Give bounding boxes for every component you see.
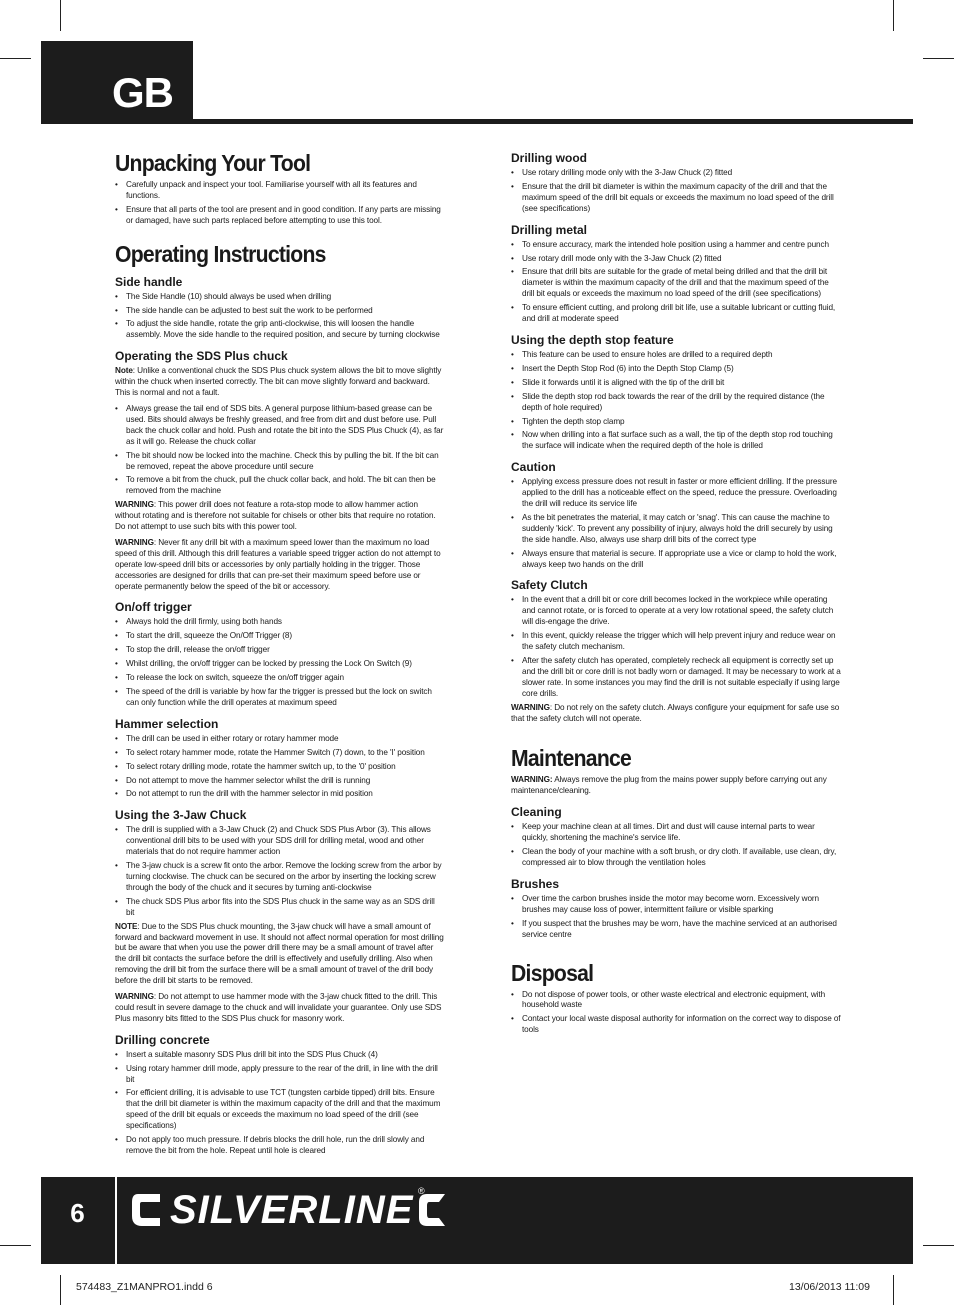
unpacking-title: Unpacking Your Tool	[115, 150, 311, 176]
disposal-list	[511, 990, 841, 1037]
list-item: • The side handle can be adjusted to best suit the work to be performed	[115, 306, 445, 317]
spacer	[511, 944, 841, 960]
list-item: • To stop the drill, release the on/off trigger	[115, 645, 445, 656]
list-item: • To adjust the side handle, rotate the grip anti-clockwise, this will loosen the handle assembly. Move the side handle to the required position, and secure by turning clockwise	[115, 319, 445, 341]
file-slug: 574483_Z1MANPRO1.indd 6	[76, 1281, 213, 1293]
page-number: 6	[70, 1198, 85, 1228]
sds-chuck-list	[115, 404, 445, 497]
list-item: • The Side Handle (10) should always be used when drilling	[115, 292, 445, 303]
warning-label: WARNING	[115, 500, 154, 510]
safety-clutch-heading: Safety Clutch	[511, 578, 588, 593]
registered-mark: ®	[418, 1186, 425, 1196]
list-item: • Always hold the drill firmly, using both hands	[115, 617, 445, 628]
warning-text: : Never fit any drill bit with a maximum speed lower than the maximum no load speed of this drill. Although this drill features a variable speed trigger action do not attempt to operate low-speed drill bits or accessories by only partially holding in the trigger. Those accessories are designed for drills that can pre-set their maximum speed before use or operate permanently below the speed of the bit or accessory.	[115, 537, 441, 591]
list-item: • Clean the body of your machine with a soft brush, or dry cloth. If available, use clean, dry, compressed air to blow through the ventilation holes	[511, 847, 841, 869]
list-item: • As the bit penetrates the material, it may catch or 'snag'. This can cause the machine to suddenly 'kick'. To prevent any possibility of injury, always hold the drill securely by using the side handle. Also, always use sharp drill bits of the correct type	[511, 513, 841, 546]
list-item: • To select rotary drilling mode, rotate the hammer switch up, to the '0' position	[115, 762, 445, 773]
maintenance-warning	[511, 775, 841, 797]
list-item: • Keep your machine clean at all times. Dirt and dust will cause internal parts to wear quickly, shortening the machine's service life.	[511, 822, 841, 844]
note-text: : Due to the SDS Plus chuck mounting, the 3-jaw chuck will have a small amount of forward and backward movement in use. It should not affect normal operation for most drilling but be aware that when you use the power drill there may be a small amount of travel after the drill bit contacts the surface before the drill is effectively and usefully drilling. Also when removing the drill bit from the surface there will be a small amount of travel of the drill body before the drill bit starts to be removed.	[115, 921, 444, 986]
unpacking-list	[115, 180, 445, 227]
on-off-heading: On/off trigger	[115, 600, 192, 615]
list-item: • Use rotary drilling mode only with the 3-Jaw Chuck (2) fitted	[511, 168, 841, 179]
list-item: • Do not attempt to run the drill with the hammer selector in mid position	[115, 789, 445, 800]
hammer-list	[115, 734, 445, 801]
language-tab: GB	[41, 41, 193, 123]
caution-list	[511, 477, 841, 570]
crop-mark	[923, 58, 954, 59]
right-column	[511, 150, 841, 1039]
list-item: • Tighten the depth stop clamp	[511, 417, 841, 428]
list-item: • Insert the Depth Stop Rod (6) into the Depth Stop Clamp (5)	[511, 364, 841, 375]
wood-heading: Drilling wood	[511, 151, 587, 165]
crop-mark	[60, 0, 61, 31]
sds-chuck-heading: Operating the SDS Plus chuck	[115, 349, 288, 364]
three-jaw-heading: Using the 3-Jaw Chuck	[115, 808, 247, 823]
list-item: • Using rotary hammer drill mode, apply pressure to the rear of the drill, in line with the drill bit	[115, 1064, 445, 1086]
spacer	[511, 729, 841, 745]
depth-stop-heading: Using the depth stop feature	[511, 332, 674, 347]
list-item: • The speed of the drill is variable by how far the trigger is pressed but the lock on switch can only function while the drill operates at maximum speed	[115, 687, 445, 709]
list-item: • Always grease the tail end of SDS bits. A general purpose lithium-based grease can be used. Bits should always be freshly greased, and free from dirt and dust before use. Pull back the chuck collar and hold. Push and rotate the bit into the SDS Plus Chuck (4), as far as it will go. Release the chuck collar	[115, 404, 445, 448]
list-item: • For efficient drilling, it is advisable to use TCT (tungsten carbide tipped) drill bits. Ensure that the drill bit diameter is within the maximum capacity of the drill and that the maximum speed of the drill bit equals or exceeds the maximum no load speed of the drill (see specifications)	[115, 1088, 445, 1132]
list-item: • This feature can be used to ensure holes are drilled to a required depth	[511, 350, 841, 361]
crop-mark	[60, 1275, 61, 1305]
list-item: • After the safety clutch has operated, completely recheck all equipment is correctly set up and the drill bit or core drill is not badly worn or damaged. It may be necessary to work at a slower rate. In some instances you may find the drill is not suitable especially if using large core drills.	[511, 656, 841, 700]
list-item: • In this event, quickly release the trigger which will help prevent injury and reduce wear on the safety clutch mechanism.	[511, 631, 841, 653]
list-item: • Carefully unpack and inspect your tool. Familiarise yourself with all its features and functions.	[115, 180, 445, 202]
list-item: • To remove a bit from the chuck, pull the chuck collar back, and hold. The bit can then be removed from the machine	[115, 475, 445, 497]
note-text: : Unlike a conventional chuck the SDS Plus chuck system allows the bit to move slightly within the chuck when inserted correctly. The bit can move slightly forward and backward. This is normal and not a fault.	[115, 366, 442, 398]
date-slug: 13/06/2013 11:09	[789, 1281, 870, 1293]
list-item: • Do not attempt to move the hammer selector whilst the drill is running	[115, 776, 445, 787]
safety-clutch-warning	[511, 703, 841, 725]
side-handle-list	[115, 292, 445, 342]
list-item: • Do not dispose of power tools, or other waste electrical and electronic equipment, with household waste	[511, 990, 841, 1012]
crop-mark	[923, 1245, 954, 1246]
list-item: • Do not apply too much pressure. If debris blocks the drill hole, run the drill slowly and remove the bit from the hole. Repeat until hole is cleared	[115, 1135, 445, 1157]
list-item: • In the event that a drill bit or core drill becomes locked in the workpiece while operating and cannot rotate, or is forced to operate at a very low rotational speed, the safety clutch will dis-engage the drive.	[511, 595, 841, 628]
maintenance-title: Maintenance	[511, 745, 632, 772]
note-label: NOTE	[115, 921, 138, 931]
warning-text: : Do not rely on the safety clutch. Always configure your equipment for safe use so that the safety clutch will not operate.	[511, 702, 840, 723]
cleaning-list	[511, 822, 841, 869]
metal-list	[511, 240, 841, 325]
caution-heading: Caution	[511, 460, 556, 475]
list-item: • To start the drill, squeeze the On/Off Trigger (8)	[115, 631, 445, 642]
list-item: • Ensure that the drill bit diameter is within the maximum capacity of the drill and that the maximum speed of the drill bit equals or exceeds the maximum no load speed of the drill (see specifications)	[511, 182, 841, 215]
three-jaw-warning	[115, 992, 445, 1025]
list-item: • Applying excess pressure does not result in faster or more efficient drilling. If the pressure applied to the drill has a noticeable effect on the speed, reduce the pressure. Overloading the drill will reduce its service life	[511, 477, 841, 510]
list-item: • To ensure efficient cutting, and prolong drill bit life, use a suitable lubricant or cutting fluid, and drill at moderate speed	[511, 303, 841, 325]
wood-list	[511, 168, 841, 215]
depth-stop-list	[511, 350, 841, 452]
safety-clutch-list	[511, 595, 841, 699]
warning-label: WARNING	[115, 992, 154, 1002]
list-item: • The drill is supplied with a 3-Jaw Chuck (2) and Chuck SDS Plus Arbor (3). This allows conventional drill bits to be used with your SDS drill for drilling metal, wood and other materials that do not require hammer action	[115, 825, 445, 858]
list-item: • To select rotary hammer mode, rotate the Hammer Switch (7) down, to the 'I' position	[115, 748, 445, 759]
list-item: • Over time the carbon brushes inside the motor may become worn. Excessively worn brushes may cause loss of power, intermittent failure or visible sparking	[511, 894, 841, 916]
list-item: • The chuck SDS Plus arbor fits into the SDS Plus chuck in the same way as an SDS drill bit	[115, 897, 445, 919]
warning-rota-stop	[115, 500, 445, 533]
hammer-heading: Hammer selection	[115, 716, 219, 731]
warning-bit-speed	[115, 538, 445, 593]
crop-mark	[893, 0, 894, 31]
disposal-title: Disposal	[511, 959, 594, 986]
note-label: Note	[115, 366, 133, 376]
sds-note	[115, 366, 445, 399]
list-item: • Whilst drilling, the on/off trigger can be locked by pressing the Lock On Switch (9)	[115, 659, 445, 670]
brushes-heading: Brushes	[511, 876, 560, 891]
logo-text: SILVERLINE	[170, 1187, 414, 1232]
cleaning-heading: Cleaning	[511, 805, 562, 820]
list-item: • To ensure accuracy, mark the intended hole position using a hammer and centre punch	[511, 240, 841, 251]
list-item: • Slide the depth stop rod back towards the rear of the drill by the required distance (the depth of hole required)	[511, 392, 841, 414]
three-jaw-note	[115, 922, 445, 987]
side-handle-heading: Side handle	[115, 274, 183, 289]
list-item: • The 3-jaw chuck is a screw fit onto the arbor. Remove the locking screw from the arbor by turning clockwise. The chuck can be secured on the arbor by inserting the locking screw through the body of the chuck and it secures by turning anti-clockwise	[115, 861, 445, 894]
warning-label: WARNING	[511, 702, 550, 712]
logo-spanner-left-icon	[130, 1190, 166, 1230]
list-item: • Always ensure that material is secure. If appropriate use a vice or clamp to hold the work, always keep two hands on the drill	[511, 549, 841, 571]
concrete-list	[115, 1050, 445, 1157]
list-item: • The drill can be used in either rotary or rotary hammer mode	[115, 734, 445, 745]
concrete-heading: Drilling concrete	[115, 1032, 210, 1047]
operating-title: Operating Instructions	[115, 240, 326, 267]
list-item: • Ensure that all parts of the tool are present and in good condition. If any parts are missing or damaged, have such parts replaced before attempting to use this tool.	[115, 205, 445, 227]
crop-mark	[0, 1245, 31, 1246]
list-item: • Slide it forwards until it is aligned with the tip of the drill bit	[511, 378, 841, 389]
crop-mark	[893, 1275, 894, 1305]
left-column	[115, 150, 445, 1160]
header-rule	[41, 119, 913, 124]
operating-section	[115, 241, 445, 1157]
list-item: • To release the lock on switch, squeeze the on/off trigger again	[115, 673, 445, 684]
unpacking-section	[115, 150, 445, 227]
warning-text: : This power drill does not feature a rota-stop mode to allow hammer action without rotating and is therefore not suitable for chisels or other bits that require no rotation. Do not attempt to use such bits with this power tool.	[115, 500, 436, 532]
list-item: • If you suspect that the brushes may be worn, have the machine serviced at an authorised service centre	[511, 919, 841, 941]
list-item: • The bit should now be locked into the machine. Check this by pulling the bit. If the bit can be removed, repeat the above procedure until secure	[115, 451, 445, 473]
list-item: • Insert a suitable masonry SDS Plus drill bit into the SDS Plus Chuck (4)	[115, 1050, 445, 1061]
list-item: • Use rotary drill mode only with the 3-Jaw Chuck (2) fitted	[511, 254, 841, 265]
warning-text: Always remove the plug from the mains power supply before carrying out any maintenance/cleaning.	[511, 775, 827, 796]
list-item: • Now when drilling into a flat surface such as a wall, the tip of the depth stop rod touching the surface will indicate when the required depth of the hole is drilled	[511, 430, 841, 452]
warning-text: : Do not attempt to use hammer mode with the 3-jaw chuck fitted to the drill. This could result in severe damage to the chuck and will invalidate your guarantee. Only use SDS Plus masonry bits fitted to the SDS Plus chuck for masonry work.	[115, 992, 442, 1023]
brushes-list	[511, 894, 841, 941]
on-off-list	[115, 617, 445, 708]
silverline-logo	[130, 1185, 451, 1235]
three-jaw-list	[115, 825, 445, 918]
warning-label: WARNING:	[511, 775, 553, 785]
list-item: • Ensure that drill bits are suitable for the grade of metal being drilled and that the drill bit diameter is within the maximum capacity of the drill and that the maximum speed of the drill bit equals or exceeds the maximum no load speed of the drill (see specifications)	[511, 267, 841, 300]
warning-label: WARNING	[115, 537, 154, 547]
metal-heading: Drilling metal	[511, 222, 588, 237]
list-item: • Contact your local waste disposal authority for information on the correct way to dispose of tools	[511, 1014, 841, 1036]
footer-divider	[115, 1177, 117, 1264]
logo-spanner-right-icon	[415, 1190, 451, 1230]
crop-mark	[0, 58, 31, 59]
